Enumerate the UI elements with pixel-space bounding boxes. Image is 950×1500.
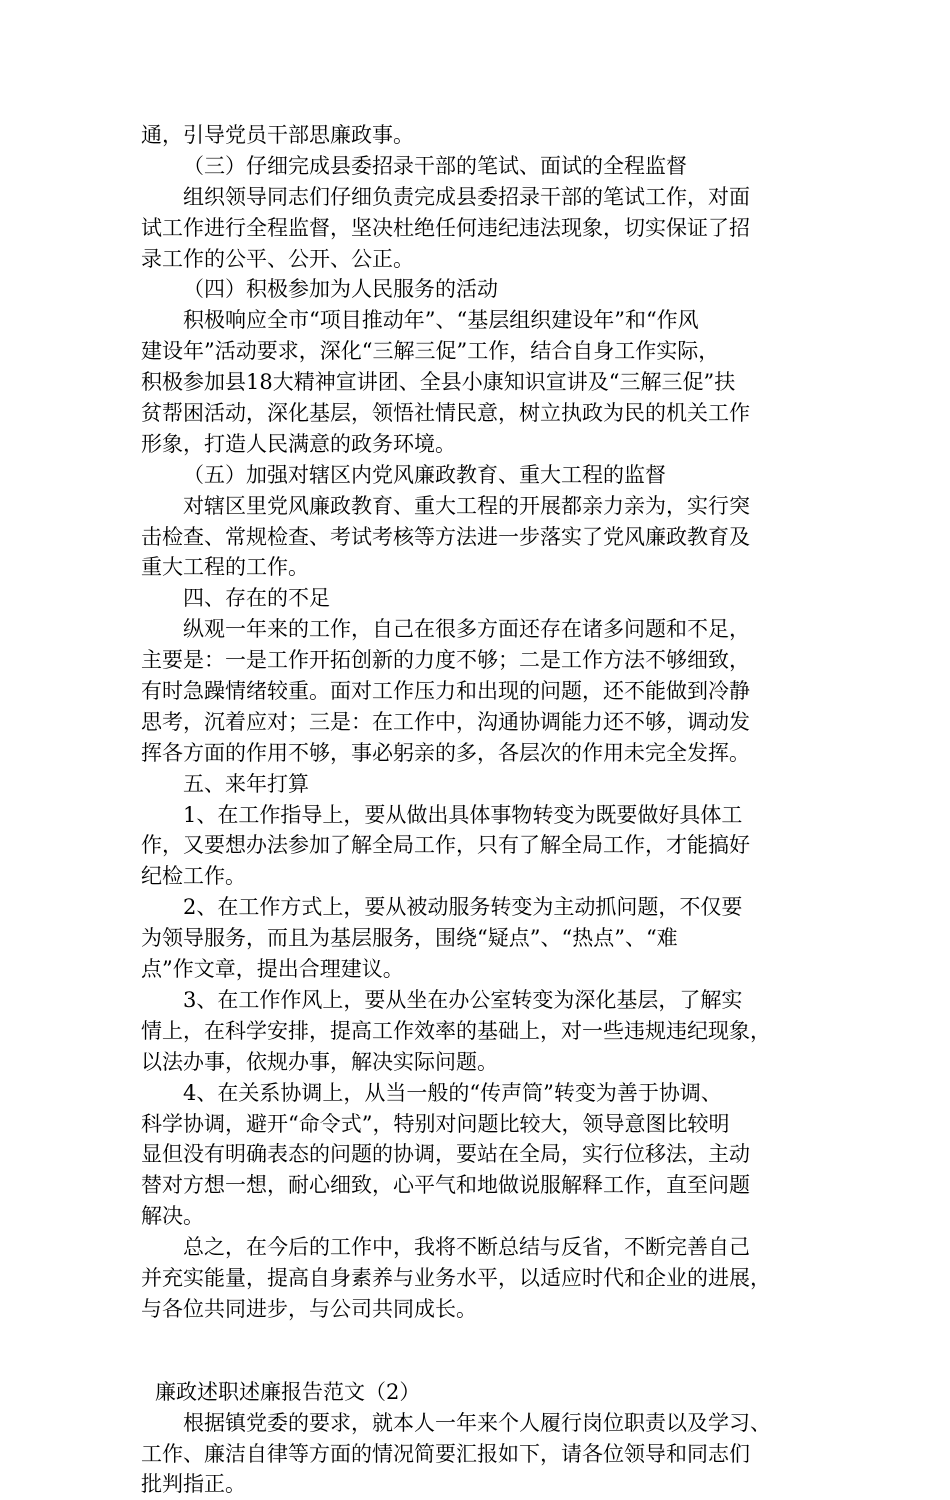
text-line: 批判指正。 bbox=[141, 1472, 246, 1497]
section-heading: 五、来年打算 bbox=[183, 771, 309, 796]
section-heading: 四、存在的不足 bbox=[183, 586, 330, 611]
text-line: 工作、廉洁自律等方面的情况简要汇报如下，请各位领导和同志们 bbox=[141, 1441, 750, 1466]
text-line: 积极响应全市“项目推动年”、“基层组织建设年”和“作风 bbox=[183, 308, 699, 333]
text-line: 以法办事，依规办事，解决实际问题。 bbox=[141, 1049, 498, 1074]
text-line: 纪检工作。 bbox=[141, 864, 246, 889]
document-page bbox=[141, 120, 821, 1500]
text-line: 1、在工作指导上，要从做出具体事物转变为既要做好具体工 bbox=[183, 802, 743, 827]
text-line: 点”作文章，提出合理建议。 bbox=[141, 957, 404, 982]
subheading: （五）加强对辖区内党风廉政教育、重大工程的监督 bbox=[183, 462, 666, 487]
section-title: 廉政述职述廉报告范文（2） bbox=[155, 1379, 421, 1404]
text-line: 解决。 bbox=[141, 1204, 204, 1229]
text-line: 通，引导党员干部思廉政事。 bbox=[141, 123, 414, 147]
text-line: 3、在工作作风上，要从坐在办公室转变为深化基层，了解实 bbox=[183, 987, 743, 1012]
subheading: （三）仔细完成县委招录干部的笔试、面试的全程监督 bbox=[183, 153, 687, 178]
text-line: 积极参加县18大精神宣讲团、全县小康知识宣讲及“三解三促”扶 bbox=[141, 370, 736, 395]
text-line: 与各位共同进步，与公司共同成长。 bbox=[141, 1296, 477, 1321]
text-line: 试工作进行全程监督，坚决杜绝任何违纪违法现象，切实保证了招 bbox=[141, 215, 750, 240]
text-line: 形象，打造人民满意的政务环境。 bbox=[141, 431, 456, 456]
text-line: 根据镇党委的要求，就本人一年来个人履行岗位职责以及学习、 bbox=[183, 1410, 771, 1435]
text-line: 击检查、常规检查、考试考核等方法进一步落实了党风廉政教育及 bbox=[141, 524, 750, 549]
text-line: 组织领导同志们仔细负责完成县委招录干部的笔试工作，对面 bbox=[183, 184, 750, 209]
text-line: 情上，在科学安排，提高工作效率的基础上，对一些违规违纪现象， bbox=[141, 1018, 771, 1043]
text-line: 显但没有明确表态的问题的协调，要站在全局，实行位移法，主动 bbox=[141, 1142, 750, 1167]
subheading: （四）积极参加为人民服务的活动 bbox=[183, 277, 498, 302]
text-line: 科学协调，避开“命令式”，特别对问题比较大，领导意图比较明 bbox=[141, 1111, 730, 1136]
text-line: 作，又要想办法参加了解全局工作，只有了解全局工作，才能搞好 bbox=[141, 833, 750, 858]
text-line: 替对方想一想，耐心细致，心平气和地做说服解释工作，直至问题 bbox=[141, 1173, 750, 1198]
text-line: 有时急躁情绪较重。面对工作压力和出现的问题，还不能做到冷静 bbox=[141, 679, 750, 704]
text-line: 4、在关系协调上，从当一般的“传声筒”转变为善于协调、 bbox=[183, 1080, 722, 1105]
text-line: 贫帮困活动，深化基层，领悟社情民意，树立执政为民的机关工作 bbox=[141, 401, 750, 426]
text-line: 2、在工作方式上，要从被动服务转变为主动抓问题，不仅要 bbox=[183, 895, 743, 920]
text-line: 建设年”活动要求，深化“三解三促”工作，结合自身工作实际， bbox=[141, 339, 720, 364]
text-line: 重大工程的工作。 bbox=[141, 555, 309, 580]
section-spacer bbox=[141, 1325, 821, 1377]
text-line: 纵观一年来的工作，自己在很多方面还存在诸多问题和不足， bbox=[183, 617, 750, 642]
text-line: 总之，在今后的工作中，我将不断总结与反省，不断完善自己 bbox=[183, 1235, 750, 1260]
text-line: 录工作的公平、公开、公正。 bbox=[141, 246, 414, 271]
text-line: 对辖区里党风廉政教育、重大工程的开展都亲力亲为，实行突 bbox=[183, 493, 750, 518]
text-line: 为领导服务，而且为基层服务，围绕“疑点”、“热点”、“难 bbox=[141, 926, 678, 951]
text-line: 挥各方面的作用不够，事必躬亲的多，各层次的作用未完全发挥。 bbox=[141, 740, 750, 765]
text-line: 并充实能量，提高自身素养与业务水平，以适应时代和企业的进展， bbox=[141, 1265, 771, 1290]
text-line: 主要是：一是工作开拓创新的力度不够；二是工作方法不够细致， bbox=[141, 648, 750, 673]
text-line: 思考，沉着应对；三是：在工作中，沟通协调能力还不够，调动发 bbox=[141, 709, 750, 734]
